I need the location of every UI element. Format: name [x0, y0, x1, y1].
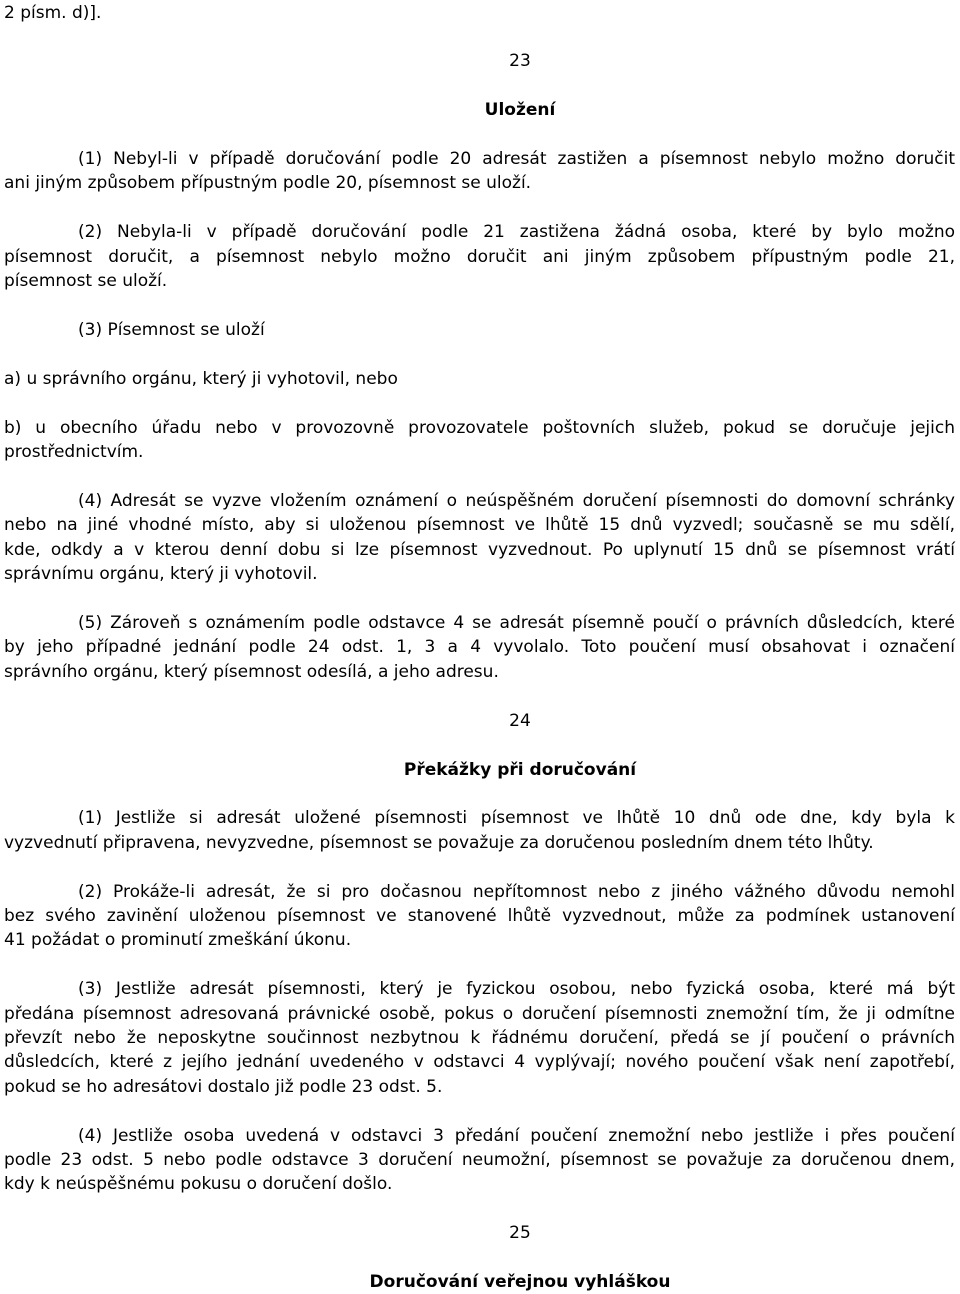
- s24-p4-line-3: kdy k neúspěšnému pokusu o doručení došlo.: [4, 1174, 393, 1194]
- s24-p3-line-1: (3) Jestliže adresát písemnosti, který je fyzickou osobou, nebo fyzická osoba, které má být: [78, 979, 955, 999]
- s23-p4-line-1: (4) Adresát se vyzve vložením oznámení o neúspěšném doručení písemnosti do domovní schránky: [78, 491, 955, 511]
- section-23-number: 23: [509, 51, 531, 71]
- s23-p5-line-3: správního orgánu, který písemnost odesílá, a jeho adresu.: [4, 662, 499, 682]
- s24-p2-line-2: bez svého zavinění uloženou písemnost ve stanovené lhůtě vyzvednout, může za podmínek ustanovení: [4, 906, 955, 926]
- s23-p2-line-1: (2) Nebyla-li v případě doručování podle 21 zastižena žádná osoba, které by bylo možno: [78, 222, 955, 242]
- s23-p4-line-4: správnímu orgánu, který ji vyhotovil.: [4, 564, 318, 584]
- s24-p1-line-2: vyzvednutí připravena, nevyzvedne, písemnost se považuje za doručenou posledním dnem této lhůty.: [4, 833, 874, 853]
- s24-p1-line-1: (1) Jestliže si adresát uložené písemnosti písemnost ve lhůtě 10 dnů ode dne, kdy byla k: [78, 808, 955, 828]
- s23-p1-line-1: (1) Nebyl-li v případě doručování podle 20 adresát zastižen a písemnost nebylo možno doručit: [78, 149, 955, 169]
- s24-p2-line-1: (2) Prokáže-li adresát, že si pro dočasnou nepřítomnost nebo z jiného vážného důvodu nemohl: [78, 882, 955, 902]
- s23-p3-item-b-line-1: b) u obecního úřadu nebo v provozovně provozovatele poštovních služeb, pokud se doručuje jejich: [4, 418, 955, 438]
- s23-p5-line-2: by jeho případné jednání podle 24 odst. 1, 3 a 4 vyvolalo. Toto poučení musí obsahovat i označení: [4, 637, 955, 657]
- s23-p2-line-2: písemnost doručit, a písemnost nebylo možno doručit ani jiným způsobem přípustným podle 21,: [4, 247, 955, 267]
- top-fragment: 2 písm. d)].: [4, 3, 102, 23]
- s24-p4-line-2: podle 23 odst. 5 nebo podle odstavce 3 doručení neumožní, písemnost se považuje za doručenou dnem,: [4, 1150, 955, 1170]
- s23-p4-line-3: kde, odkdy a v kterou denní dobu si lze písemnost vyzvednout. Po uplynutí 15 dnů se písemnost vrátí: [4, 540, 955, 560]
- s24-p3-line-3: převzít nebo že neposkytne součinnost nezbytnou k řádnému doručení, předá se jí poučení o právních: [4, 1028, 955, 1048]
- s23-p2-line-3: písemnost se uloží.: [4, 271, 168, 291]
- s23-p3-item-a: a) u správního orgánu, který ji vyhotovil, nebo: [4, 369, 398, 389]
- s23-p3-item-b-line-2: prostřednictvím.: [4, 442, 144, 462]
- s23-p4-line-2: nebo na jiné vhodné místo, aby si uloženou písemnost ve lhůtě 15 dnů vyzvedl; současně se mu sdělí,: [4, 515, 955, 535]
- s24-p2-line-3: 41 požádat o prominutí zmeškání úkonu.: [4, 930, 352, 950]
- s23-p1-line-2: ani jiným způsobem přípustným podle 20, písemnost se uloží.: [4, 173, 532, 193]
- s24-p3-line-4: důsledcích, které z jejího jednání uvedeného v odstavci 4 vyplývají; nového poučení však není zapotřebí,: [4, 1052, 955, 1072]
- section-24-title: Překážky při doručování: [403, 760, 637, 780]
- section-25-title: Doručování veřejnou vyhláškou: [369, 1272, 671, 1292]
- s24-p3-line-5: pokud se ho adresátovi dostalo již podle 23 odst. 5.: [4, 1077, 443, 1097]
- s23-p3-intro: (3) Písemnost se uloží: [78, 320, 265, 340]
- section-24-number: 24: [509, 711, 531, 731]
- section-25-number: 25: [509, 1223, 531, 1243]
- section-23-title: Uložení: [484, 100, 556, 120]
- s23-p5-line-1: (5) Zároveň s oznámením podle odstavce 4 se adresát písemně poučí o právních důsledcích, které: [78, 613, 955, 633]
- s24-p4-line-1: (4) Jestliže osoba uvedená v odstavci 3 předání poučení znemožní nebo jestliže i přes poučení: [78, 1126, 955, 1146]
- s24-p3-line-2: předána písemnost adresovaná právnické osobě, pokus o doručení písemnosti znemožní tím, že ji odmítne: [4, 1004, 955, 1024]
